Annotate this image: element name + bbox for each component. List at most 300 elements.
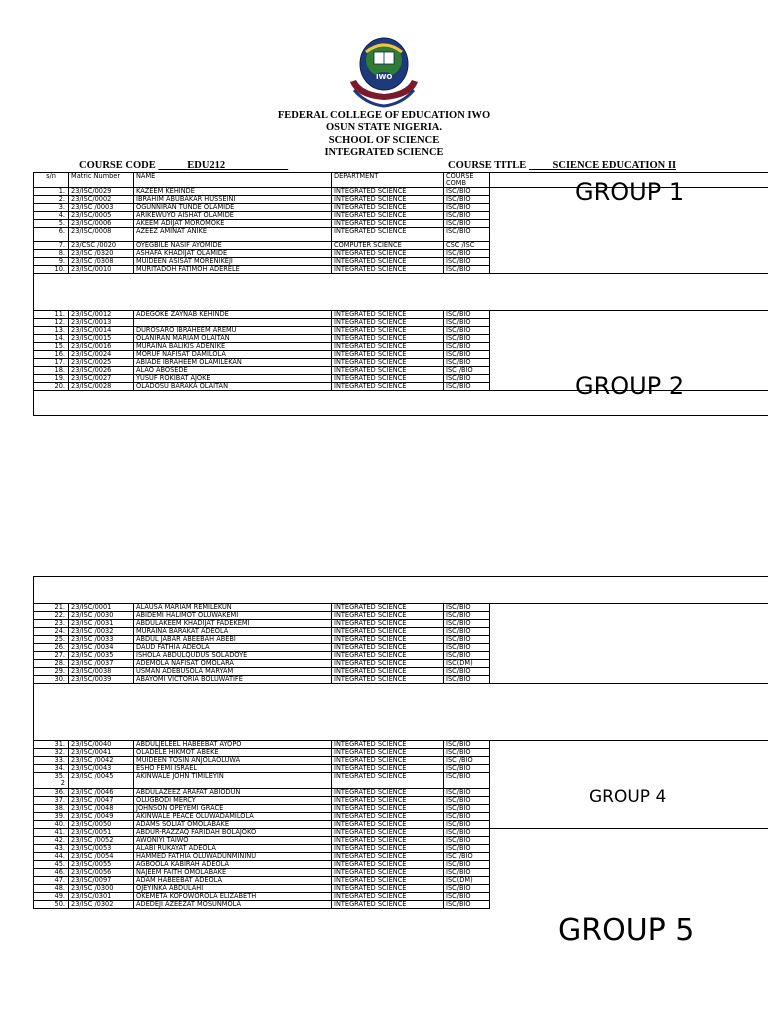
name-cell: ADEMOLA NAFISAT OMOLARA: [134, 660, 332, 668]
sn-cell: 2.: [34, 196, 69, 204]
course-comb-cell: ISC/BIO: [444, 805, 490, 813]
department-cell: INTEGRATED SCIENCE: [332, 676, 444, 684]
group-cell: [490, 343, 768, 351]
matric-cell: 23/ISC/0055: [69, 861, 134, 869]
matric-cell: 23/ISC /0049: [69, 813, 134, 821]
course-comb-cell: ISC/BIO: [444, 813, 490, 821]
course-comb-cell: ISC/BIO: [444, 741, 490, 749]
course-comb-cell: ISC/BIO: [444, 383, 490, 391]
group-cell: [490, 853, 768, 861]
name-cell: HAMMED FATHIA OLUWADUNMININU: [134, 853, 332, 861]
matric-cell: 23/ISC /0003: [69, 204, 134, 212]
sn-cell: 42.: [34, 837, 69, 845]
sn-cell: 15.: [34, 343, 69, 351]
matric-cell: 23/ISC/0041: [69, 749, 134, 757]
sn-cell: 17.: [34, 359, 69, 367]
course-comb-cell: ISC/BIO: [444, 196, 490, 204]
course-comb-cell: ISC/BIO: [444, 228, 490, 242]
matric-cell: 23/ISC /0031: [69, 620, 134, 628]
sn-cell: 16.: [34, 351, 69, 359]
matric-cell: 23/ISC/0006: [69, 220, 134, 228]
matric-cell: 23/ISC/0005: [69, 212, 134, 220]
table-row: [34, 893, 768, 901]
name-cell: ABAYOMI VICTORIA BOLUWATIFE: [134, 676, 332, 684]
department-cell: INTEGRATED SCIENCE: [332, 901, 444, 909]
name-cell: AGBOOLA KABIRAH ADEOLA: [134, 861, 332, 869]
course-title-label: COURSE TITLE: [448, 160, 527, 171]
department-cell: INTEGRATED SCIENCE: [332, 813, 444, 821]
department-cell: INTEGRATED SCIENCE: [332, 636, 444, 644]
sn-cell: 20.: [34, 383, 69, 391]
name-cell: OLADOSU BARAKA OLAITAN: [134, 383, 332, 391]
group-cell: [490, 668, 768, 676]
sn-cell: 36.: [34, 789, 69, 797]
table-row: [34, 829, 768, 837]
table-row: [34, 628, 768, 636]
group-cell: [490, 242, 768, 250]
sn-cell: 21.: [34, 604, 69, 612]
course-comb-cell: ISC/BIO: [444, 869, 490, 877]
table-row: [34, 813, 768, 821]
matric-cell: 23/ISC /0048: [69, 805, 134, 813]
course-comb-cell: ISC/BIO: [444, 351, 490, 359]
sn-cell: 48.: [34, 885, 69, 893]
group-cell: [490, 901, 768, 909]
name-cell: OKEMETA KOFOWOROLA ELIZABETH: [134, 893, 332, 901]
matric-cell: 23/ISC/0013: [69, 319, 134, 327]
course-comb-cell: ISC/BIO: [444, 620, 490, 628]
name-cell: ESHO FEMI ISRAEL: [134, 765, 332, 773]
department-cell: INTEGRATED SCIENCE: [332, 877, 444, 885]
matric-cell: 23/ISC/0025: [69, 359, 134, 367]
course-comb-cell: ISC/BIO: [444, 676, 490, 684]
course-comb-cell: ISC/BIO: [444, 327, 490, 335]
course-comb-cell: ISC/BIO: [444, 335, 490, 343]
course-comb-cell: ISC/BIO: [444, 652, 490, 660]
table-row: [34, 212, 768, 220]
sn-cell: 23.: [34, 620, 69, 628]
sn-cell: 45.: [34, 861, 69, 869]
department-cell: INTEGRATED SCIENCE: [332, 829, 444, 837]
matric-cell: 23/ISC /0034: [69, 644, 134, 652]
department-cell: COMPUTER SCIENCE: [332, 242, 444, 250]
course-comb-cell: CSC /ISC: [444, 242, 490, 250]
spacer-row: [34, 274, 768, 311]
table-row: [34, 636, 768, 644]
group-cell: [490, 628, 768, 636]
name-cell: MURAINA BALIKIS ADENIKE: [134, 343, 332, 351]
sn-cell: 9.: [34, 258, 69, 266]
department-cell: INTEGRATED SCIENCE: [332, 359, 444, 367]
table-row: [34, 741, 768, 749]
sn-cell: 10.: [34, 266, 69, 274]
matric-cell: 23/ISC/0014: [69, 327, 134, 335]
department-cell: INTEGRATED SCIENCE: [332, 644, 444, 652]
table-row: [34, 250, 768, 258]
table-row: [34, 359, 768, 367]
department-cell: INTEGRATED SCIENCE: [332, 620, 444, 628]
table-row: [34, 676, 768, 684]
group-cell: [490, 676, 768, 684]
group-cell: [490, 335, 768, 343]
matric-cell: 23/ISC/0008: [69, 228, 134, 242]
group-cell: [490, 813, 768, 821]
group-cell: [490, 620, 768, 628]
table-row: [34, 765, 768, 773]
matric-cell: 23/ISC/0010: [69, 266, 134, 274]
department-cell: INTEGRATED SCIENCE: [332, 204, 444, 212]
name-cell: IBRAHIM ABUBAKAR HUSSEINI: [134, 196, 332, 204]
matric-cell: 23/ISC /0035: [69, 652, 134, 660]
table-row: [34, 877, 768, 885]
table-row: [34, 652, 768, 660]
name-cell: MURITADOH FATIMOH ADERELE: [134, 266, 332, 274]
department-cell: INTEGRATED SCIENCE: [332, 652, 444, 660]
course-comb-cell: ISC /BIO: [444, 853, 490, 861]
table-row: [34, 343, 768, 351]
group-cell: [490, 869, 768, 877]
name-cell: MORUF NAFISAT DAMILOLA: [134, 351, 332, 359]
department-cell: INTEGRATED SCIENCE: [332, 765, 444, 773]
sn-cell: 41.: [34, 829, 69, 837]
department-cell: INTEGRATED SCIENCE: [332, 821, 444, 829]
course-comb-cell: ISC/BIO: [444, 212, 490, 220]
matric-cell: 23/ISC /0054: [69, 853, 134, 861]
group-5-label: GROUP 5: [558, 913, 695, 948]
department-cell: INTEGRATED SCIENCE: [332, 660, 444, 668]
sn-cell: 22.: [34, 612, 69, 620]
matric-cell: 23/ISC/0051: [69, 829, 134, 837]
department-cell: INTEGRATED SCIENCE: [332, 367, 444, 375]
course-comb-cell: ISC/BIO: [444, 644, 490, 652]
sn-cell: 33.: [34, 757, 69, 765]
group-cell: [490, 765, 768, 773]
name-cell: ALAO ABOSEDE: [134, 367, 332, 375]
matric-cell: 23/ISC /0308: [69, 258, 134, 266]
department-cell: INTEGRATED SCIENCE: [332, 773, 444, 789]
col-sn: s/n: [34, 173, 69, 188]
matric-cell: 23/ISC/0056: [69, 869, 134, 877]
table-row: [34, 612, 768, 620]
sn-cell: 27.: [34, 652, 69, 660]
name-cell: ADEDEJI AZEEZAT MOSUNMOLA: [134, 901, 332, 909]
sn-cell: 37.: [34, 797, 69, 805]
sn-cell: 46.: [34, 869, 69, 877]
name-cell: MUIDEEN ASISAT MORENIKEJI: [134, 258, 332, 266]
department-cell: INTEGRATED SCIENCE: [332, 861, 444, 869]
course-comb-cell: ISC/BIO: [444, 636, 490, 644]
name-cell: [134, 319, 332, 327]
sn-cell: 43.: [34, 845, 69, 853]
name-cell: ASHAFA KHADIJAT OLAMIDE: [134, 250, 332, 258]
name-cell: USMAN ADEBUSOLA MARYAM: [134, 668, 332, 676]
table-row: [34, 660, 768, 668]
sn-cell: 47.: [34, 877, 69, 885]
department-cell: INTEGRATED SCIENCE: [332, 869, 444, 877]
matric-cell: 23/ISC /0320: [69, 250, 134, 258]
sn-cell: 34.: [34, 765, 69, 773]
table-row: [34, 757, 768, 765]
matric-cell: 23/ISC/0097: [69, 877, 134, 885]
matric-cell: 23/ISC /0045: [69, 773, 134, 789]
sn-cell: 50.: [34, 901, 69, 909]
group-cell: [490, 837, 768, 845]
spacer-row: [34, 684, 768, 741]
name-cell: ISHOLA ABDULQUDUS SOLADOYE: [134, 652, 332, 660]
course-comb-cell: ISC(DM): [444, 877, 490, 885]
state-name: OSUN STATE NIGERIA.: [325, 122, 442, 133]
student-table-2: [33, 576, 768, 909]
matric-cell: 23/ISC/0027: [69, 375, 134, 383]
course-comb-cell: ISC/BIO: [444, 837, 490, 845]
course-comb-cell: ISC/BIO: [444, 220, 490, 228]
spacer-row: [34, 577, 768, 604]
course-comb-cell: ISC(DM): [444, 660, 490, 668]
name-cell: OLANIRAN MARIAM OLAITAN: [134, 335, 332, 343]
name-cell: ADAM HABEEBAT ADEOLA: [134, 877, 332, 885]
group-cell: [490, 877, 768, 885]
sn-cell: 40.: [34, 821, 69, 829]
course-comb-cell: ISC/BIO: [444, 668, 490, 676]
matric-cell: 23/ISC /0037: [69, 660, 134, 668]
college-logo: [346, 30, 422, 110]
table-row: [34, 869, 768, 877]
table-row: [34, 620, 768, 628]
name-cell: ABDUL JABAR ABEEBAH ABEBI: [134, 636, 332, 644]
name-cell: ALABI RUKAYAT ADEOLA: [134, 845, 332, 853]
name-cell: DUROSARO IBRAHEEM AREMU: [134, 327, 332, 335]
matric-cell: 23/CSC /0020: [69, 242, 134, 250]
name-cell: OLUGBODI MERCY: [134, 797, 332, 805]
department-cell: INTEGRATED SCIENCE: [332, 335, 444, 343]
course-comb-cell: ISC/BIO: [444, 375, 490, 383]
course-comb-cell: ISC/BIO: [444, 821, 490, 829]
table-row: [34, 311, 768, 319]
sn-cell: 14.: [34, 335, 69, 343]
sn-cell: 4.: [34, 212, 69, 220]
course-comb-cell: ISC /BIO: [444, 757, 490, 765]
group-cell: [490, 327, 768, 335]
sn-cell: 28.: [34, 660, 69, 668]
sn-cell: 11.: [34, 311, 69, 319]
course-comb-cell: ISC/BIO: [444, 797, 490, 805]
department-cell: INTEGRATED SCIENCE: [332, 837, 444, 845]
course-comb-cell: ISC/BIO: [444, 604, 490, 612]
course-comb-cell: ISC/BIO: [444, 749, 490, 757]
name-cell: OLADELE HIKMOT ABEKE: [134, 749, 332, 757]
course-comb-cell: ISC/BIO: [444, 343, 490, 351]
course-code: [79, 160, 288, 172]
matric-cell: 23/ISC /0033: [69, 636, 134, 644]
name-cell: OYEGBILE NASIF AYOMIDE: [134, 242, 332, 250]
group-cell: [490, 893, 768, 901]
department-cell: INTEGRATED SCIENCE: [332, 196, 444, 204]
matric-cell: 23/ISC/0053: [69, 845, 134, 853]
sn-cell: 31.: [34, 741, 69, 749]
department-cell: INTEGRATED SCIENCE: [332, 220, 444, 228]
group-cell: [490, 829, 768, 837]
sn-cell: 8.: [34, 250, 69, 258]
sn-cell: 5.: [34, 220, 69, 228]
matric-cell: 23/ISC/0012: [69, 311, 134, 319]
table-row: [34, 668, 768, 676]
sn-cell: 18.: [34, 367, 69, 375]
course-comb-cell: ISC/BIO: [444, 829, 490, 837]
matric-cell: 23/ISC /0302: [69, 901, 134, 909]
department-cell: INTEGRATED SCIENCE: [332, 311, 444, 319]
table-row: [34, 242, 768, 250]
table-row: [34, 319, 768, 327]
group-cell: [490, 319, 768, 327]
sn-cell: 25.: [34, 636, 69, 644]
course-code-value: EDU212: [187, 160, 226, 171]
col-course-comb: COURSE COMB: [444, 173, 490, 188]
name-cell: MUIDEEN TOSIN ANJOLAOLUWA: [134, 757, 332, 765]
department-cell: INTEGRATED SCIENCE: [332, 383, 444, 391]
department-cell: INTEGRATED SCIENCE: [332, 893, 444, 901]
name-cell: OGUNNIRAN TUNDE OLAMIDE: [134, 204, 332, 212]
course-comb-cell: ISC/BIO: [444, 266, 490, 274]
name-cell: ALAUSA MARIAM REMILEKUN: [134, 604, 332, 612]
department-cell: INTEGRATED SCIENCE: [332, 266, 444, 274]
table-row: [34, 749, 768, 757]
matric-cell: 23/ISC/0026: [69, 367, 134, 375]
course-title-value: SCIENCE EDUCATION II: [552, 160, 677, 171]
sn-cell: 3.: [34, 204, 69, 212]
matric-cell: 23/ISC/0028: [69, 383, 134, 391]
sn-cell: 49.: [34, 893, 69, 901]
course-comb-cell: ISC/BIO: [444, 893, 490, 901]
course-comb-cell: ISC/BIO: [444, 250, 490, 258]
department-cell: INTEGRATED SCIENCE: [332, 741, 444, 749]
matric-cell: 23/ISC /0300: [69, 885, 134, 893]
table-row: [34, 885, 768, 893]
table-row: [34, 853, 768, 861]
name-cell: DAUD FATHIA ADEOLA: [134, 644, 332, 652]
sn-cell: 32.: [34, 749, 69, 757]
name-cell: NAJEEM FAITH OMOLABAKE: [134, 869, 332, 877]
school-name: SCHOOL OF SCIENCE: [328, 135, 440, 146]
department-cell: INTEGRATED SCIENCE: [332, 351, 444, 359]
college-name: FEDERAL COLLEGE OF EDUCATION IWO: [277, 110, 491, 121]
table-row: [34, 228, 768, 242]
sn-cell: 26.: [34, 644, 69, 652]
name-cell: ADAMS SOLIAT OMOLABAKE: [134, 821, 332, 829]
group-cell: [490, 757, 768, 765]
department-cell: INTEGRATED SCIENCE: [332, 250, 444, 258]
department-cell: INTEGRATED SCIENCE: [332, 212, 444, 220]
group-cell: [490, 861, 768, 869]
table-row: [34, 821, 768, 829]
course-comb-cell: ISC/BIO: [444, 258, 490, 266]
matric-cell: 23/ISC/0043: [69, 765, 134, 773]
department-cell: INTEGRATED SCIENCE: [332, 757, 444, 765]
course-comb-cell: ISC /BIO: [444, 367, 490, 375]
department-cell: INTEGRATED SCIENCE: [332, 375, 444, 383]
course-comb-cell: ISC/BIO: [444, 861, 490, 869]
table-row: [34, 861, 768, 869]
group-1-label: GROUP 1: [575, 178, 685, 206]
sn-cell: 44.: [34, 853, 69, 861]
name-cell: ABDULAZEEZ ARAFAT ABIODUN: [134, 789, 332, 797]
name-cell: KAZEEM KEHINDE: [134, 188, 332, 196]
sn-cell: 6.: [34, 228, 69, 242]
department-cell: INTEGRATED SCIENCE: [332, 188, 444, 196]
course-comb-cell: ISC/BIO: [444, 901, 490, 909]
name-cell: ABDULJELEEL HABEEBAT AYOPO: [134, 741, 332, 749]
name-cell: AKINWALE PEACE OLUWADAMILOLA: [134, 813, 332, 821]
logo-text: IWO: [376, 73, 393, 81]
sn-cell: 39.: [34, 813, 69, 821]
name-cell: ARIKEWUYO AISHAT OLAMIDE: [134, 212, 332, 220]
sn-cell: 29.: [34, 668, 69, 676]
group-cell: [490, 604, 768, 612]
course-comb-cell: ISC/BIO: [444, 188, 490, 196]
department-cell: INTEGRATED SCIENCE: [332, 612, 444, 620]
name-cell: OJEYINKA ABDULAHI: [134, 885, 332, 893]
course-title: [448, 160, 676, 172]
department-cell: INTEGRATED SCIENCE: [332, 228, 444, 242]
matric-cell: 23/ISC/0001: [69, 604, 134, 612]
table-row: [34, 258, 768, 266]
sn-cell: 13.: [34, 327, 69, 335]
department-cell: INTEGRATED SCIENCE: [332, 628, 444, 636]
name-cell: YUSUF ROKIBAT AJOKE: [134, 375, 332, 383]
course-comb-cell: ISC/BIO: [444, 773, 490, 789]
matric-cell: 23/ISC/0016: [69, 343, 134, 351]
course-comb-cell: ISC/BIO: [444, 885, 490, 893]
matric-cell: 23/ISC /0047: [69, 797, 134, 805]
group-cell: [490, 845, 768, 853]
table-row: [34, 604, 768, 612]
group-cell: [490, 258, 768, 266]
matric-cell: 23/ISC /0030: [69, 612, 134, 620]
sn-cell: 12.: [34, 319, 69, 327]
matric-cell: 23/ISC /0046: [69, 789, 134, 797]
group-cell: [490, 311, 768, 319]
course-comb-cell: ISC/BIO: [444, 319, 490, 327]
group-cell: [490, 250, 768, 258]
course-comb-cell: ISC/BIO: [444, 789, 490, 797]
department-cell: INTEGRATED SCIENCE: [332, 805, 444, 813]
table-row: [34, 266, 768, 274]
department-cell: INTEGRATED SCIENCE: [332, 885, 444, 893]
group-cell: [490, 652, 768, 660]
group-cell: [490, 660, 768, 668]
group-cell: [490, 359, 768, 367]
col-name: NAME: [134, 173, 332, 188]
department-cell: INTEGRATED SCIENCE: [332, 327, 444, 335]
group-cell: [490, 212, 768, 220]
group-cell: [490, 741, 768, 749]
course-code-label: COURSE CODE: [79, 160, 156, 171]
matric-cell: 23/ISC/0002: [69, 196, 134, 204]
department-cell: INTEGRATED SCIENCE: [332, 789, 444, 797]
matric-cell: 23/ISC/0301: [69, 893, 134, 901]
table-row: [34, 837, 768, 845]
name-cell: ADEGOKE ZAYNAB KEHINDE: [134, 311, 332, 319]
group-cell: [490, 644, 768, 652]
table-row: [34, 327, 768, 335]
sn-cell: 35. 2: [34, 773, 69, 789]
matric-cell: 23/ISC/0024: [69, 351, 134, 359]
name-cell: ABIDEMI HALIMOT OLUWAKEMI: [134, 612, 332, 620]
table-row: [34, 220, 768, 228]
course-comb-cell: ISC/BIO: [444, 359, 490, 367]
department-cell: INTEGRATED SCIENCE: [332, 853, 444, 861]
course-comb-cell: ISC/BIO: [444, 311, 490, 319]
sn-cell: 7.: [34, 242, 69, 250]
